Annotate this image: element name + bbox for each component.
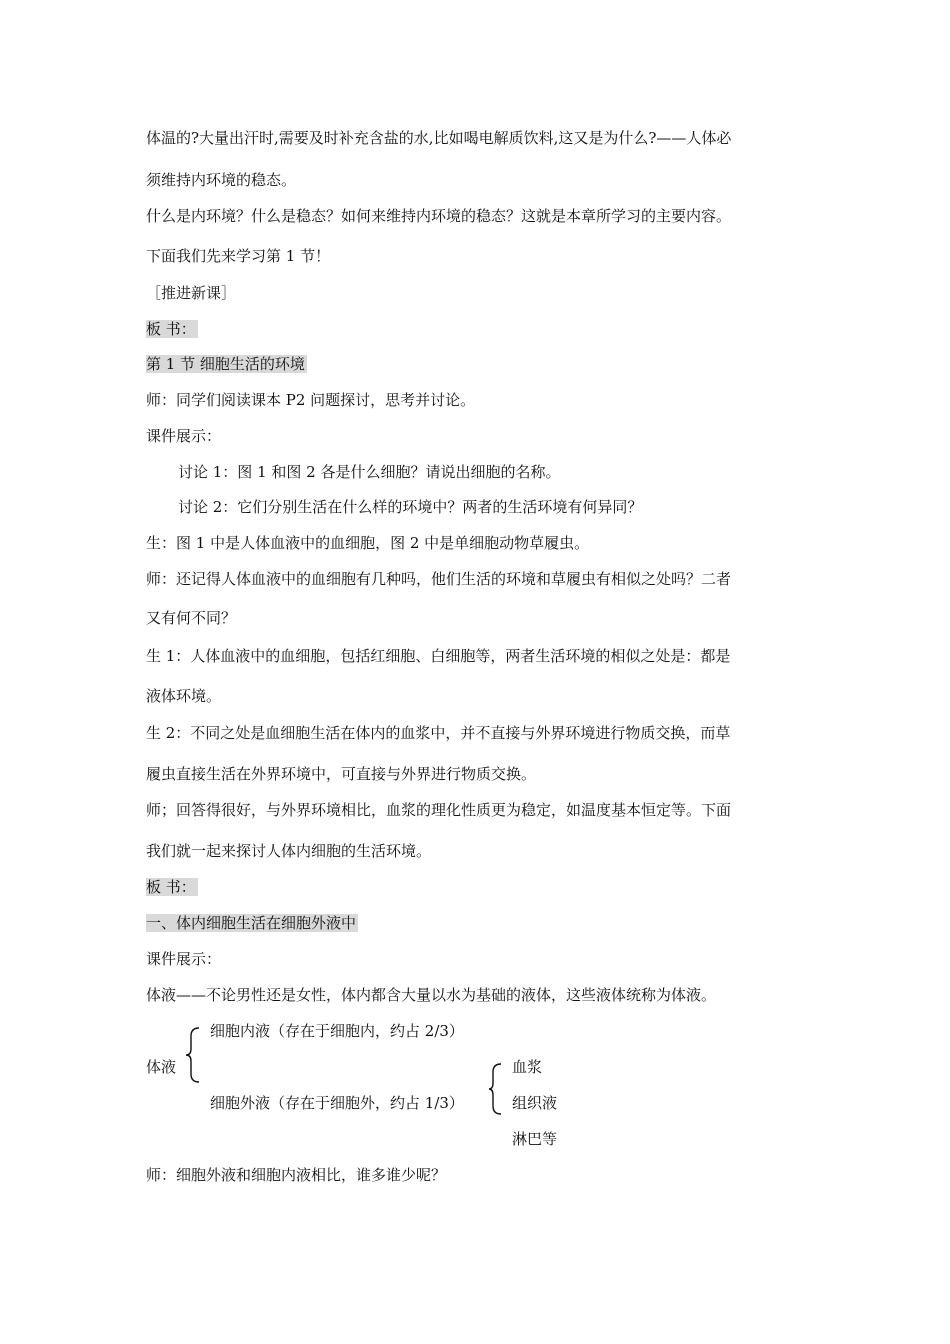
intracellular-fluid: 细胞内液（存在于细胞内，约占 2/3） bbox=[210, 1022, 464, 1040]
paragraph-line: 生：图 1 中是人体血液中的血细胞，图 2 中是单细胞动物草履虫。 bbox=[146, 534, 590, 552]
paragraph-line: 师：同学们阅读课本 P2 问题探讨，思考并讨论。 bbox=[146, 391, 476, 409]
section-heading bbox=[146, 913, 358, 933]
paragraph-line: 什么是内环境？什么是稳态？如何来维持内环境的稳态？这就是本章所学习的主要内容。 bbox=[146, 207, 732, 225]
paragraph-line: 师：细胞外液和细胞内液相比，谁多谁少呢？ bbox=[146, 1166, 447, 1184]
paragraph-line: 生 2：不同之处是血细胞生活在体内的血浆中，并不直接与外界环境进行物质交换，而草 bbox=[146, 724, 731, 742]
paragraph-line: 须维持内环境的稳态。 bbox=[146, 171, 297, 189]
section-marker: ［推进新课］ bbox=[146, 284, 237, 302]
board-label bbox=[146, 877, 198, 897]
paragraph-line: 液体环境。 bbox=[146, 687, 222, 705]
paragraph-line: 又有何不同？ bbox=[146, 609, 237, 627]
discussion-item: 讨论 2：它们分别生活在什么样的环境中？两者的生活环境有何异同？ bbox=[178, 498, 643, 516]
paragraph-line: 我们就一起来探讨人体内细胞的生活环境。 bbox=[146, 842, 432, 860]
diagram-root-label: 体液 bbox=[146, 1058, 177, 1076]
paragraph-line: 履虫直接生活在外界环境中，可直接与外界进行物质交换。 bbox=[146, 765, 537, 783]
extracellular-fluid: 细胞外液（存在于细胞外，约占 1/3） bbox=[210, 1094, 464, 1112]
plasma-label: 血浆 bbox=[512, 1058, 543, 1076]
tissue-fluid-label: 组织液 bbox=[512, 1094, 558, 1112]
right-brace-icon bbox=[488, 1062, 506, 1116]
paragraph-line: 体温的?大量出汗时,需要及时补充含盐的水,比如喝电解质饮料,这又是为什么?——人体必 bbox=[146, 129, 732, 147]
paragraph-line: 下面我们先来学习第 1 节！ bbox=[146, 247, 331, 265]
discussion-item: 讨论 1：图 1 和图 2 各是什么细胞？请说出细胞的名称。 bbox=[178, 463, 561, 481]
paragraph-line: 师：还记得人体血液中的血细胞有几种吗，他们生活的环境和草履虫有相似之处吗？二者 bbox=[146, 570, 732, 588]
lymph-label: 淋巴等 bbox=[512, 1130, 558, 1148]
section-heading-text: 第 1 节 细胞生活的环境 bbox=[146, 355, 305, 373]
left-brace-icon bbox=[185, 1026, 205, 1084]
board-label bbox=[146, 319, 198, 339]
board-label-text: 板 书： bbox=[146, 320, 196, 338]
section-heading-text: 一、体内细胞生活在细胞外液中 bbox=[146, 914, 357, 932]
paragraph-line: 课件展示： bbox=[146, 427, 222, 445]
paragraph-line: 师；回答得很好，与外界环境相比，血浆的理化性质更为稳定，如温度基本恒定等。下面 bbox=[146, 801, 732, 819]
paragraph-line: 生 1：人体血液中的血细胞，包括红细胞、白细胞等，两者生活环境的相似之处是：都是 bbox=[146, 647, 731, 665]
section-heading bbox=[146, 354, 307, 374]
paragraph-line: 体液——不论男性还是女性，体内都含大量以水为基础的液体，这些液体统称为体液。 bbox=[146, 986, 717, 1004]
board-label-text: 板 书： bbox=[146, 878, 196, 896]
paragraph-line: 课件展示： bbox=[146, 950, 222, 968]
